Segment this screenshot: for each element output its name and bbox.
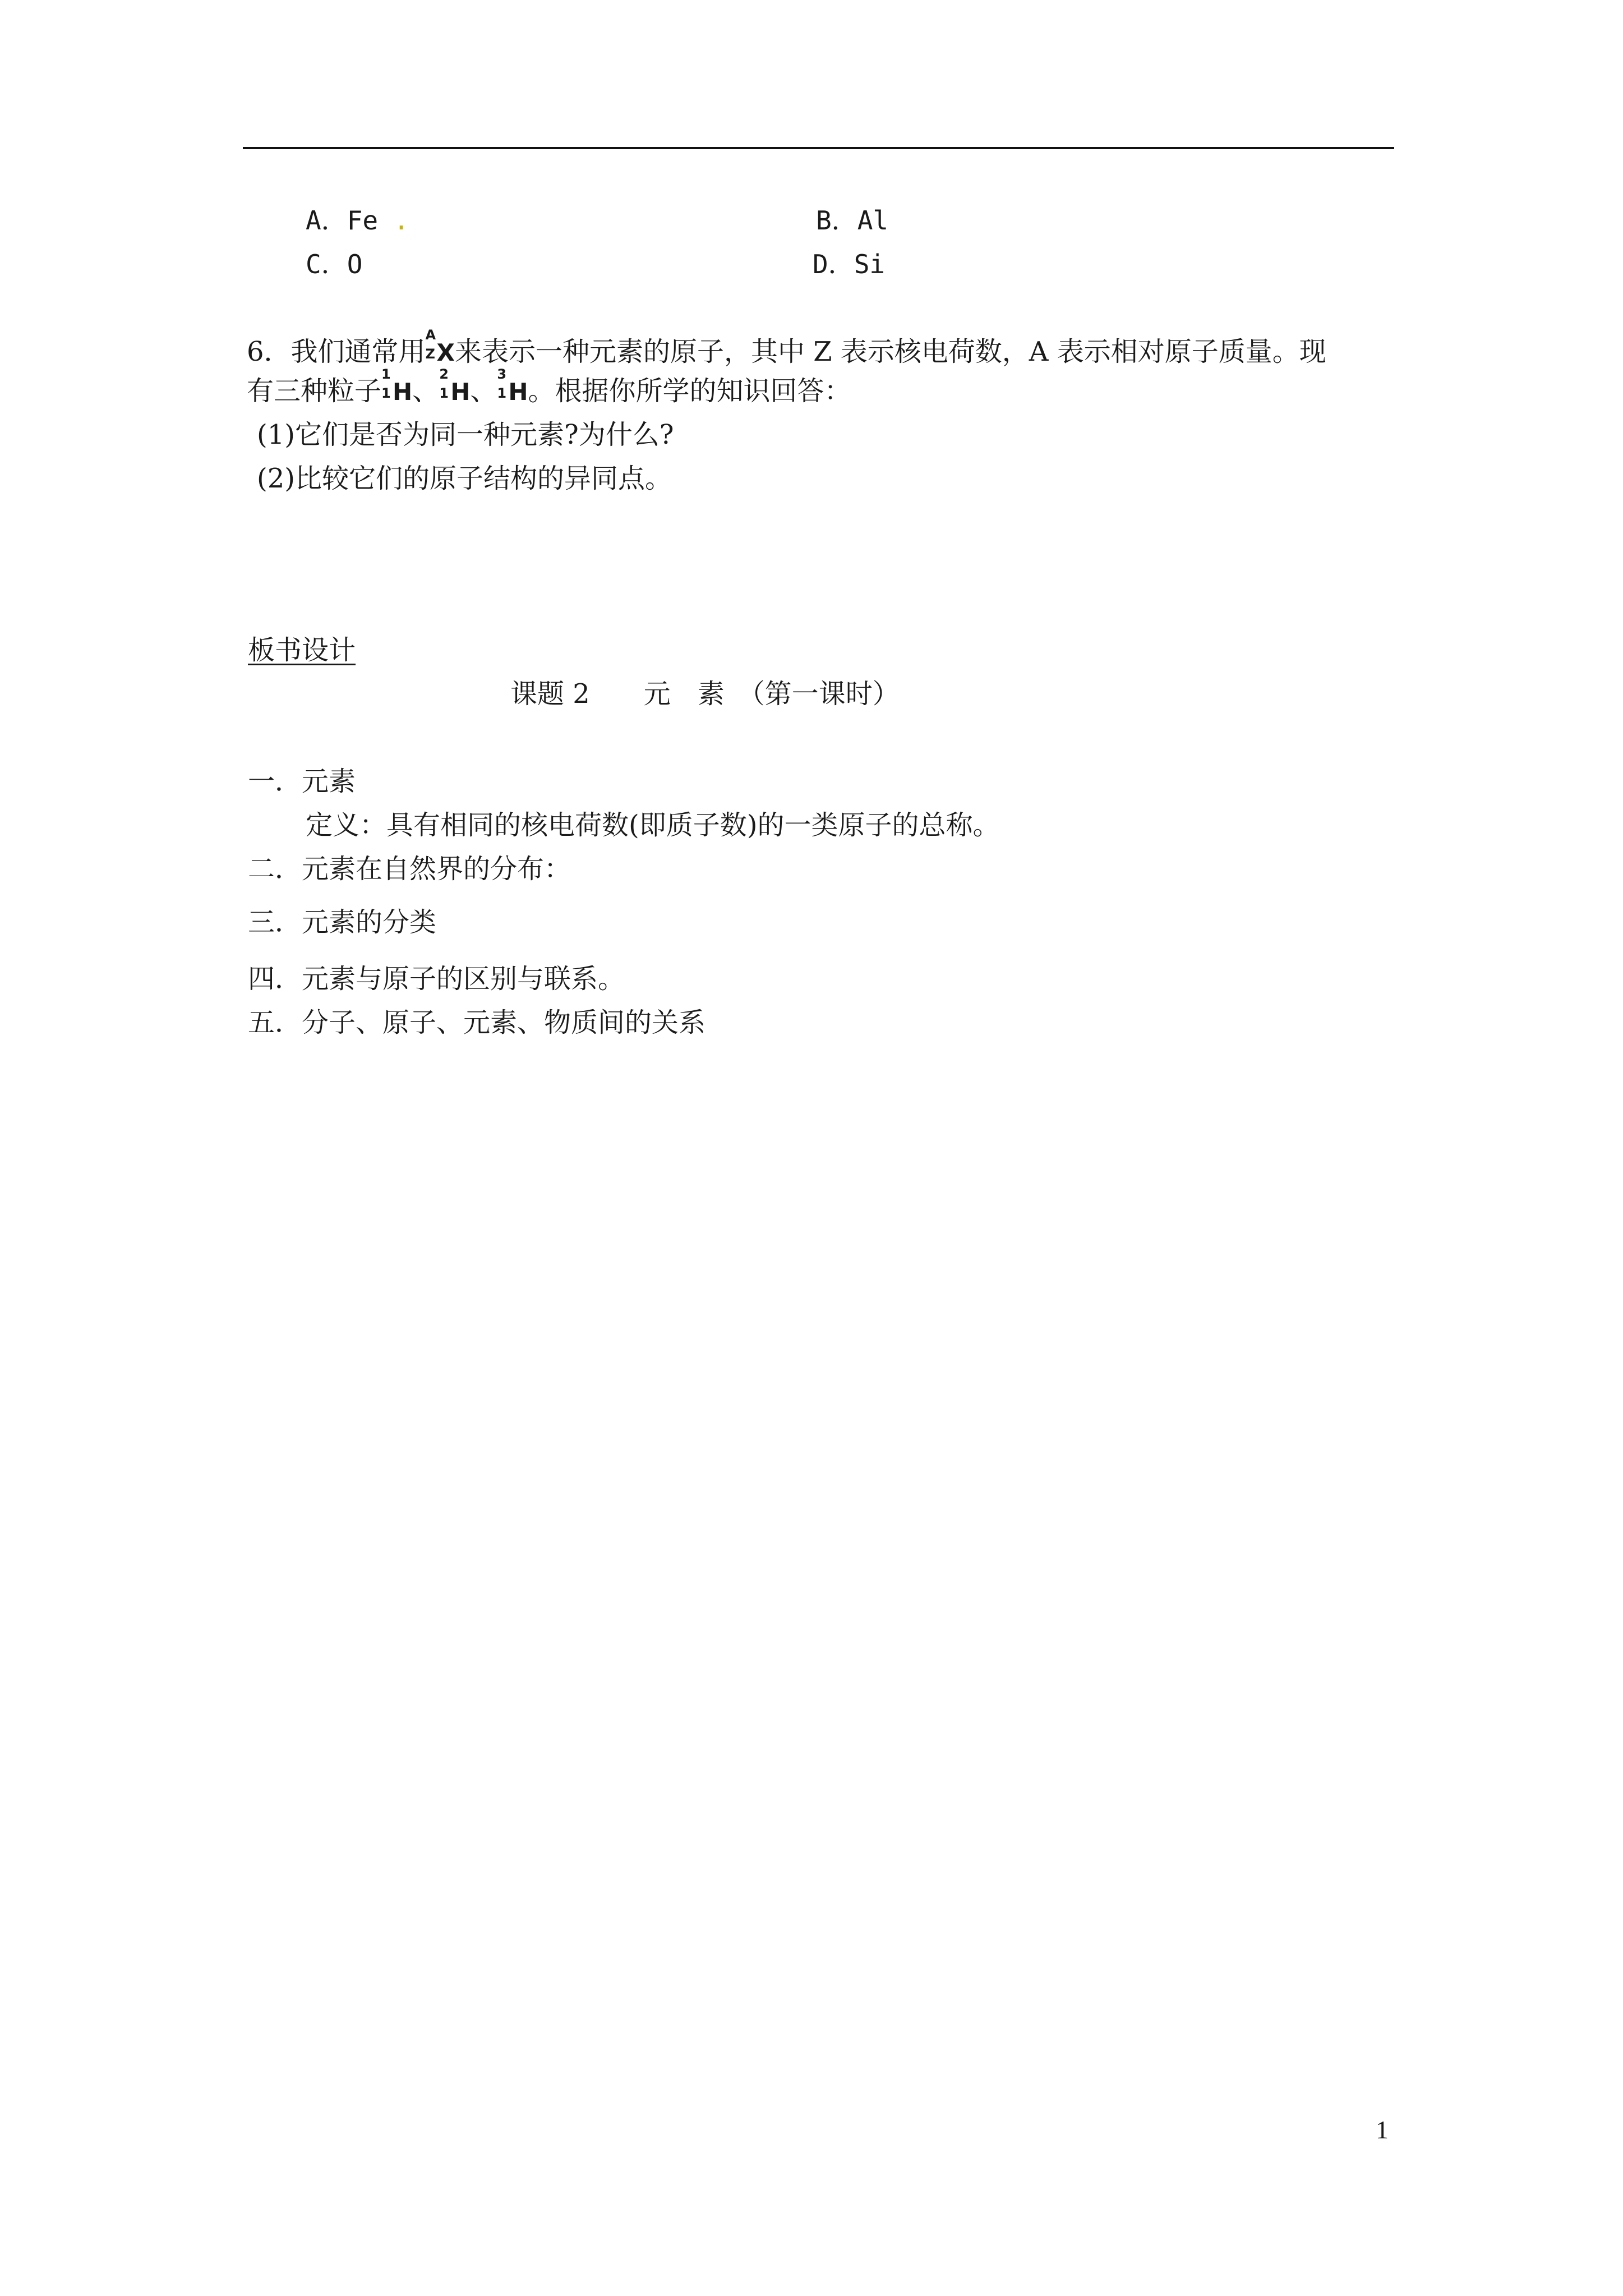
isotope-h1-symbol: H <box>393 378 413 406</box>
header-rule <box>243 147 1394 149</box>
isotope-h1-number: 1 <box>381 385 391 401</box>
symbol-mass-number: A <box>425 327 436 343</box>
board-design-heading: 板书设计 <box>248 634 356 666</box>
question-6-particles-lead: 有三种粒子 <box>247 375 382 407</box>
option-a-text: A．Fe <box>306 205 379 236</box>
symbol-element: X <box>436 339 455 366</box>
board-item-1-definition: 定义：具有相同的核电荷数(即质子数)的一类原子的总称。 <box>306 809 1000 841</box>
question-6-text: 来表示一种元素的原子，其中 Z 表示核电荷数，A 表示相对原子质量。现 <box>454 336 1326 367</box>
isotope-h2-number: 1 <box>439 385 449 401</box>
symbol-atomic-number: Z <box>425 346 435 362</box>
isotope-h3-number: 1 <box>497 385 507 401</box>
isotope-h3-mass: 3 <box>497 366 507 382</box>
question-6-sub-2: (2)比较它们的原子结构的异同点。 <box>257 463 672 494</box>
option-a-mark: . <box>393 205 409 236</box>
isotope-h2 <box>439 366 471 409</box>
board-item-1: 一．元素 <box>248 766 356 797</box>
question-6-prompt: 。根据你所学的知识回答： <box>528 375 851 407</box>
isotope-separator: 、 <box>470 375 497 407</box>
page-number: 1 <box>1376 2115 1389 2144</box>
question-6-sub-1: (1)它们是否为同一种元素?为什么? <box>257 419 674 450</box>
option-b: B．Al <box>816 205 889 236</box>
isotope-h1-mass: 1 <box>381 366 391 382</box>
isotope-separator: 、 <box>412 375 440 407</box>
board-item-4: 四．元素与原子的区别与联系。 <box>248 963 625 995</box>
question-6-lead: 6．我们通常用 <box>247 336 426 367</box>
board-title: 课题 2 元 素 （第一课时） <box>510 678 900 710</box>
board-item-3: 三．元素的分类 <box>248 907 437 938</box>
isotope-h2-symbol: H <box>450 378 471 406</box>
board-item-2: 二．元素在自然界的分布： <box>248 853 571 885</box>
isotope-h3-symbol: H <box>508 378 528 406</box>
isotope-h2-mass: 2 <box>439 366 449 382</box>
isotope-h3 <box>497 366 528 409</box>
option-d: D．Si <box>813 249 886 279</box>
option-c: C．O <box>306 249 363 279</box>
board-item-5: 五．分子、原子、元素、物质间的关系 <box>248 1007 706 1038</box>
nuclide-symbol-azx <box>425 327 455 370</box>
question-6-line-2 <box>247 366 851 409</box>
question-6-line-1 <box>247 327 1326 370</box>
option-a <box>306 204 409 237</box>
isotope-h1 <box>381 366 413 409</box>
